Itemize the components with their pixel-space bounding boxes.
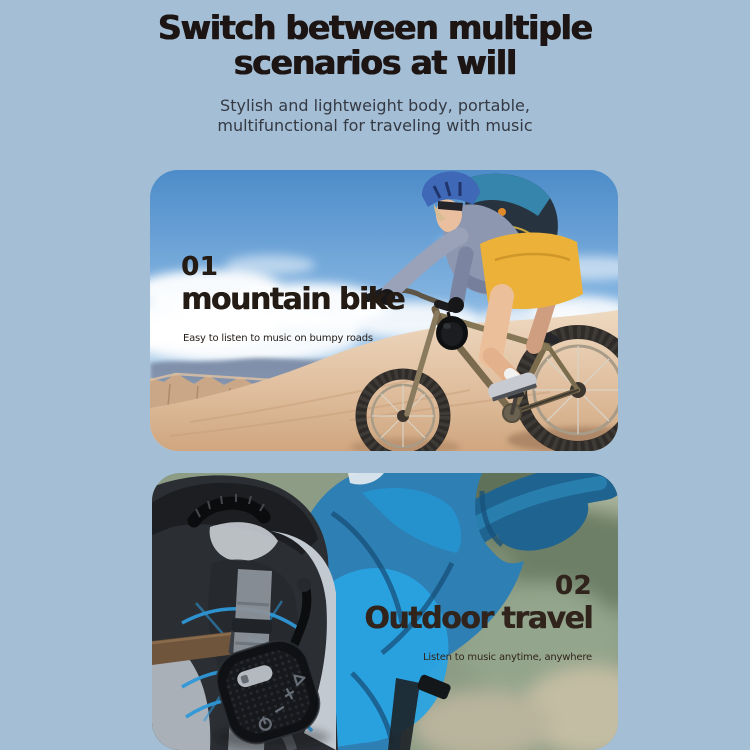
scenario-number: 01	[181, 252, 219, 282]
scenario-description: Listen to music anytime, anywhere	[423, 652, 592, 663]
scenario-number: 02	[554, 571, 592, 601]
scenario-description: Easy to listen to music on bumpy roads	[183, 333, 373, 344]
right-glove	[448, 297, 464, 313]
thigh	[491, 296, 502, 356]
page-subtitle-line1: Stylish and lightweight body, portable,	[220, 96, 530, 115]
scenario-card-outdoor-travel	[152, 473, 618, 750]
scenario-card-mountain-bike	[150, 170, 618, 451]
page-subtitle	[0, 80, 750, 136]
rear-arm	[457, 254, 466, 300]
scenario-title: mountain bike	[181, 282, 405, 317]
page-subtitle-line2: multifunctional for traveling with music	[217, 116, 533, 135]
page-title-line2: scenarios at will	[233, 43, 517, 82]
page-title-line1: Switch between multiple	[158, 8, 592, 47]
header	[0, 0, 750, 136]
scenario-title: Outdoor travel	[364, 601, 592, 636]
page-title	[0, 0, 750, 80]
